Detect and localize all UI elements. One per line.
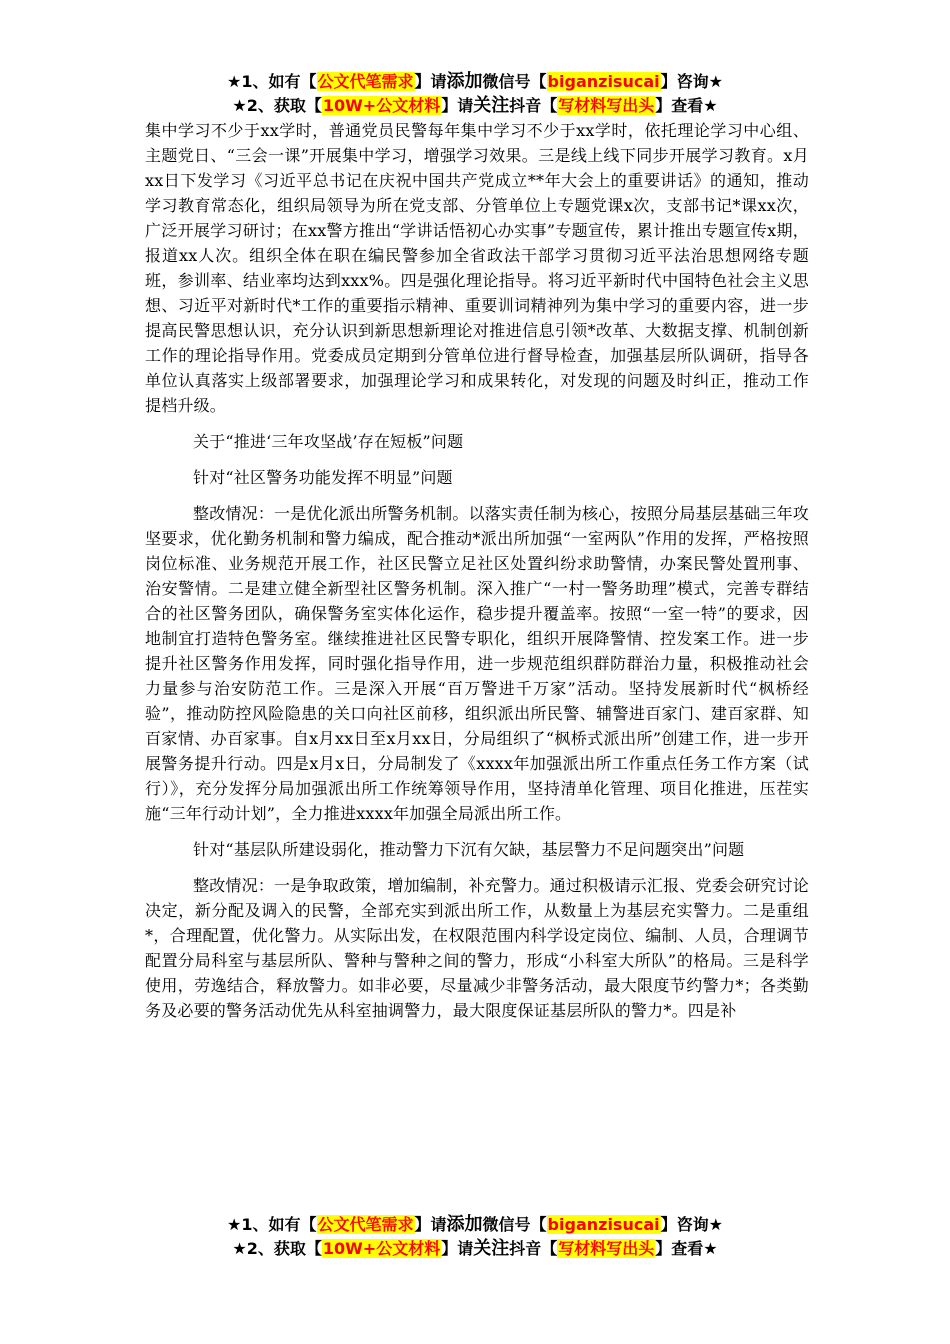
promo-line-2-suffix: 】查看★ — [655, 96, 718, 115]
promo-line-1-mid-1: 】请 — [414, 1215, 447, 1234]
promo-line-2-prefix: ★2、获取【 — [232, 96, 322, 115]
promo-line-1-prefix: ★1、如有【 — [227, 1215, 317, 1234]
promo-banner-top — [0, 70, 950, 118]
promo-line-2-highlight-2: 写材料写出头 — [558, 1239, 655, 1258]
promo-line-2-prefix: ★2、获取【 — [232, 1239, 322, 1258]
promo-line-2-strong: 关注 — [473, 95, 510, 116]
promo-line-1-suffix: 】咨询★ — [660, 1215, 723, 1234]
promo-line-1-highlight-2: biganzisucai — [547, 1215, 660, 1234]
promo-line-1-mid-2: 微信号【 — [482, 1215, 547, 1234]
promo-line-1 — [0, 70, 950, 94]
promo-line-2-highlight-1: 10W+公文材料 — [322, 1239, 441, 1258]
promo-line-1-mid-1: 】请 — [414, 72, 447, 91]
promo-line-1-highlight-1: 公文代笔需求 — [317, 72, 414, 91]
promo-line-2-bottom — [0, 1237, 950, 1261]
promo-line-1-prefix: ★1、如有【 — [227, 72, 317, 91]
promo-line-2-mid-1: 】请 — [441, 1239, 474, 1258]
body-paragraph-1: 集中学习不少于xx学时，普通党员民警每年集中学习不少于xx学时，依托理论学习中心组、主题党日、“三会一课”开展集中学习，增强学习效果。三是线上线下同步开展学习教育。x月xx日下发学习《习近平总书记在庆祝中国共产党成立**年大会上的重要讲话》的通知，推动学习教育常态化，组织局领导为所在党支部、分管单位上专题党课x次，支部书记*课xx次，广泛开展学习研讨；在xx警方推出“学讲话悟初心办实事”专题宣传，累计推出专题宣传x期，报道xx人次。组织全体在职在编民警参加全省政法干部学习贯彻习近平法治思想网络专题班，参训率、结业率均达到xxx%。四是强化理论指导。将习近平新时代中国特色社会主义思想、习近平对新时代*工作的重要指示精神、重要训词精神列为集中学习的重要内容，进一步提高民警思想认识，充分认识到新思想新理论对推进信息引领*改革、大数据支撑、机制创新工作的理论指导作用。党委成员定期到分管单位进行督导检查，加强基层所队调研，指导各单位认真落实上级部署要求，加强理论学习和成果转化，对发现的问题及时纠正，推动工作提档升级。 — [145, 121, 809, 415]
promo-line-2-strong: 关注 — [473, 1238, 510, 1259]
promo-line-2-highlight-1: 10W+公文材料 — [322, 96, 441, 115]
promo-line-1-suffix: 】咨询★ — [660, 72, 723, 91]
promo-line-1-mid-2: 微信号【 — [482, 72, 547, 91]
promo-banner-bottom — [0, 1213, 950, 1261]
promo-line-2-mid-1: 】请 — [441, 96, 474, 115]
promo-line-1-bottom — [0, 1213, 950, 1237]
promo-line-1-strong: 添加 — [446, 71, 483, 92]
promo-line-1-highlight-2: biganzisucai — [547, 72, 660, 91]
issue-heading-1: 针对“社区警务功能发挥不明显”问题 — [193, 468, 453, 487]
promo-line-2-mid-2: 抖音【 — [509, 1239, 558, 1258]
body-paragraph-3: 整改情况：一是争取政策，增加编制，补充警力。通过积极请示汇报、党委会研究讨论决定，新分配及调入的民警，全部充实到派出所工作，从数量上为基层充实警力。二是重组*，合理配置，优化警力。从实际出发，在权限范围内科学设定岗位、编制、人员，合理调节配置分局科室与基层所队、警种与警种之间的警力，形成“小科室大所队”的格局。三是科学使用，劳逸结合，释放警力。如非必要，尽量减少非警务活动，最大限度节约警力*；各类勤务及必要的警务活动优先从科室抽调警力，最大限度保证基层所队的警力*。四是补 — [145, 876, 809, 1020]
promo-line-2-highlight-2: 写材料写出头 — [558, 96, 655, 115]
document-body — [145, 118, 809, 1023]
issue-heading-2: 针对“基层队所建设弱化，推动警力下沉有欠缺，基层警力不足问题突出”问题 — [193, 840, 745, 859]
promo-line-2 — [0, 94, 950, 118]
promo-line-2-mid-2: 抖音【 — [509, 96, 558, 115]
section-heading: 关于“推进‘三年攻坚战’存在短板”问题 — [193, 432, 464, 451]
promo-line-2-suffix: 】查看★ — [655, 1239, 718, 1258]
promo-line-1-strong: 添加 — [446, 1214, 483, 1235]
promo-line-1-highlight-1: 公文代笔需求 — [317, 1215, 414, 1234]
body-paragraph-2: 整改情况：一是优化派出所警务机制。以落实责任制为核心，按照分局基层基础三年攻坚要求，优化勤务机制和警力编成，配合推动*派出所加强“一室两队”作用的发挥，严格按照岗位标准、业务规范开展工作，社区民警立足社区处置纠纷求助警情，办案民警处置刑事、治安警情。二是建立健全新型社区警务机制。深入推广“一村一警务助理”模式，完善专群结合的社区警务团队，确保警务室实体化运作，稳步提升覆盖率。按照“一室一特”的要求，因地制宜打造特色警务室。继续推进社区民警专职化，组织开展降警情、控发案工作。进一步提升社区警务作用发挥，同时强化指导作用，进一步规范组织群防群治力量，积极推动社会力量参与治安防范工作。三是深入开展“百万警进千万家”活动。坚持发展新时代“枫桥经验”，推动防控风险隐患的关口向社区前移，组织派出所民警、辅警进百家门、建百家群、知百家情、办百家事。自x月xx日至x月xx日，分局组织了“枫桥式派出所”创建工作，进一步开展警务提升行动。四是x月x日，分局制发了《xxxx年加强派出所工作重点任务工作方案（试行）》，充分发挥分局加强派出所工作统筹领导作用，坚持清单化管理、项目化推进，压茬实施“三年行动计划”，全力推进xxxx年加强全局派出所工作。 — [145, 504, 809, 823]
